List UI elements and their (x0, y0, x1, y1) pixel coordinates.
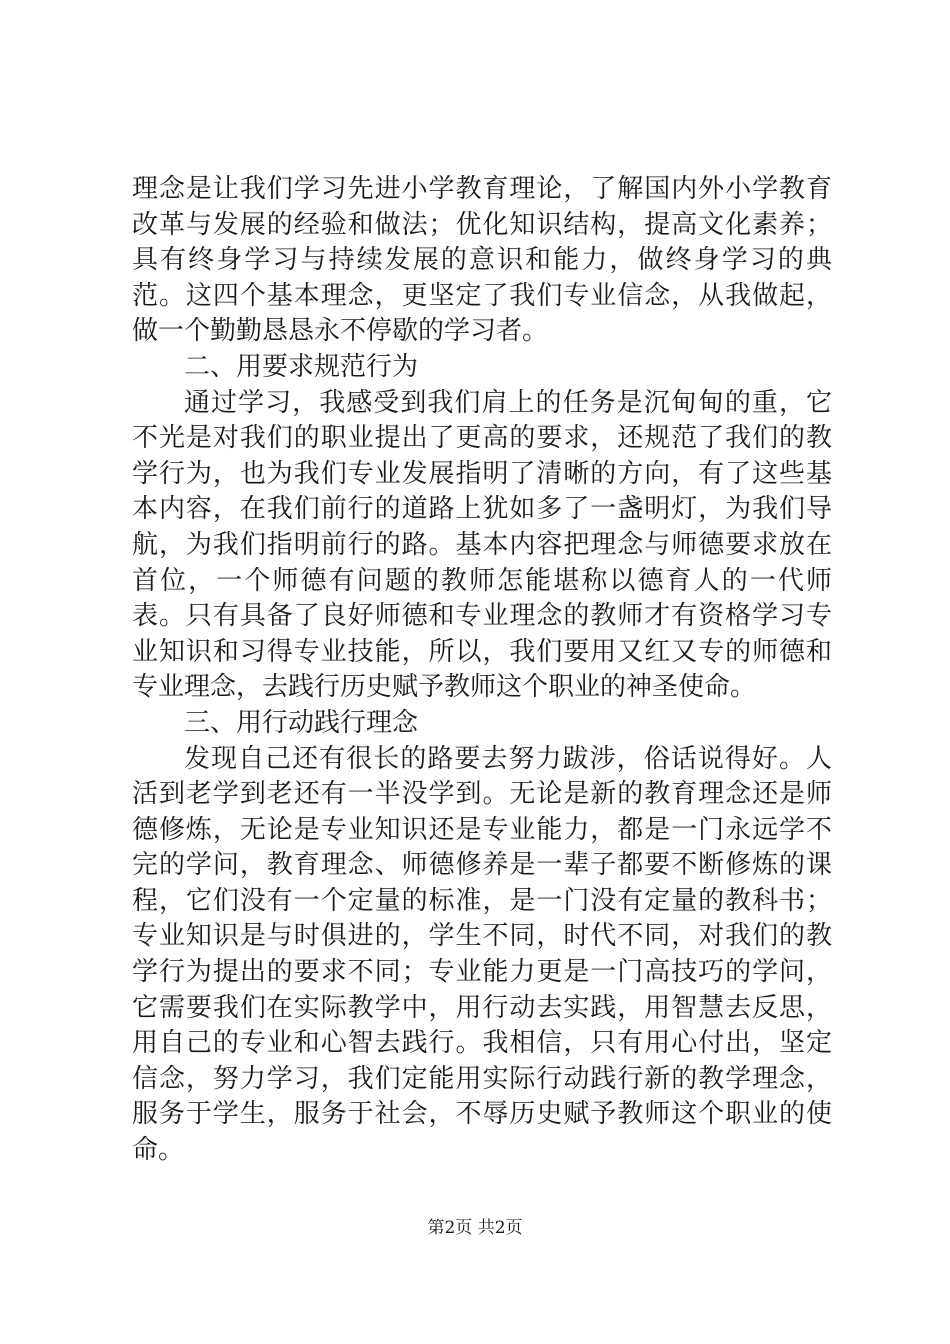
total-unit: 页 (505, 1218, 523, 1238)
section-heading-2: 二、用要求规范行为 (184, 351, 419, 382)
paragraph-section-2: 通过学习，我感受到我们肩上的任务是沉甸甸的重，它不光是对我们的职业提出了更高的要求，还规范了我们的教学行为，也为我们专业发展指明了清晰的方向，有了这些基本内容，在我们前行的道路上犹如多了一盏明灯，为我们导航，为我们指明前行的路。基本内容把理念与师德要求放在首位，一个师德有问题的教师怎能堪称以德育人的一代师表。只有具备了良好师德和专业理念的教师才有资格学习专业知识和习得专业技能，所以，我们要用又红又专的师德和专业理念，去践行历史赋予教师这个职业的神圣使命。 (132, 387, 832, 703)
paragraph-section-3: 发现自己还有很长的路要去努力跋涉，俗话说得好。人活到老学到老还有一半没学到。无论是新的教育理念还是师德修炼，无论是专业知识还是专业能力，都是一门永远学不完的学问，教育理念、师德修养是一辈子都要不断修炼的课程，它们没有一个定量的标准，是一门没有定量的教科书；专业知识是与时俱进的，学生不同，时代不同，对我们的教学行为提出的要求不同；专业能力更是一门高技巧的学问，它需要我们在实际教学中，用行动去实践，用智慧去反思，用自己的专业和心智去践行。我相信，只有用心付出，坚定信念，努力学习，我们定能用实际行动践行新的教学理念，服务于学生，服务于社会，不辱历史赋予教师这个职业的使命。 (132, 743, 832, 1166)
page-number: 2 (444, 1218, 456, 1238)
document-body (132, 172, 832, 1169)
page-unit: 页 (455, 1218, 473, 1238)
paragraph-intro: 理念是让我们学习先进小学教育理论，了解国内外小学教育改革与发展的经验和做法；优化知识结构，提高文化素养；具有终身学习与持续发展的意识和能力，做终身学习的典范。这四个基本理念，更坚定了我们专业信念，从我做起，做一个勤勤恳恳永不停歇的学习者。 (132, 174, 832, 347)
total-label: 共 (477, 1218, 495, 1238)
section-heading-3: 三、用行动践行理念 (184, 707, 419, 738)
page-label: 第 (427, 1218, 445, 1238)
page-footer (0, 1217, 950, 1239)
total-pages: 2 (494, 1218, 506, 1238)
